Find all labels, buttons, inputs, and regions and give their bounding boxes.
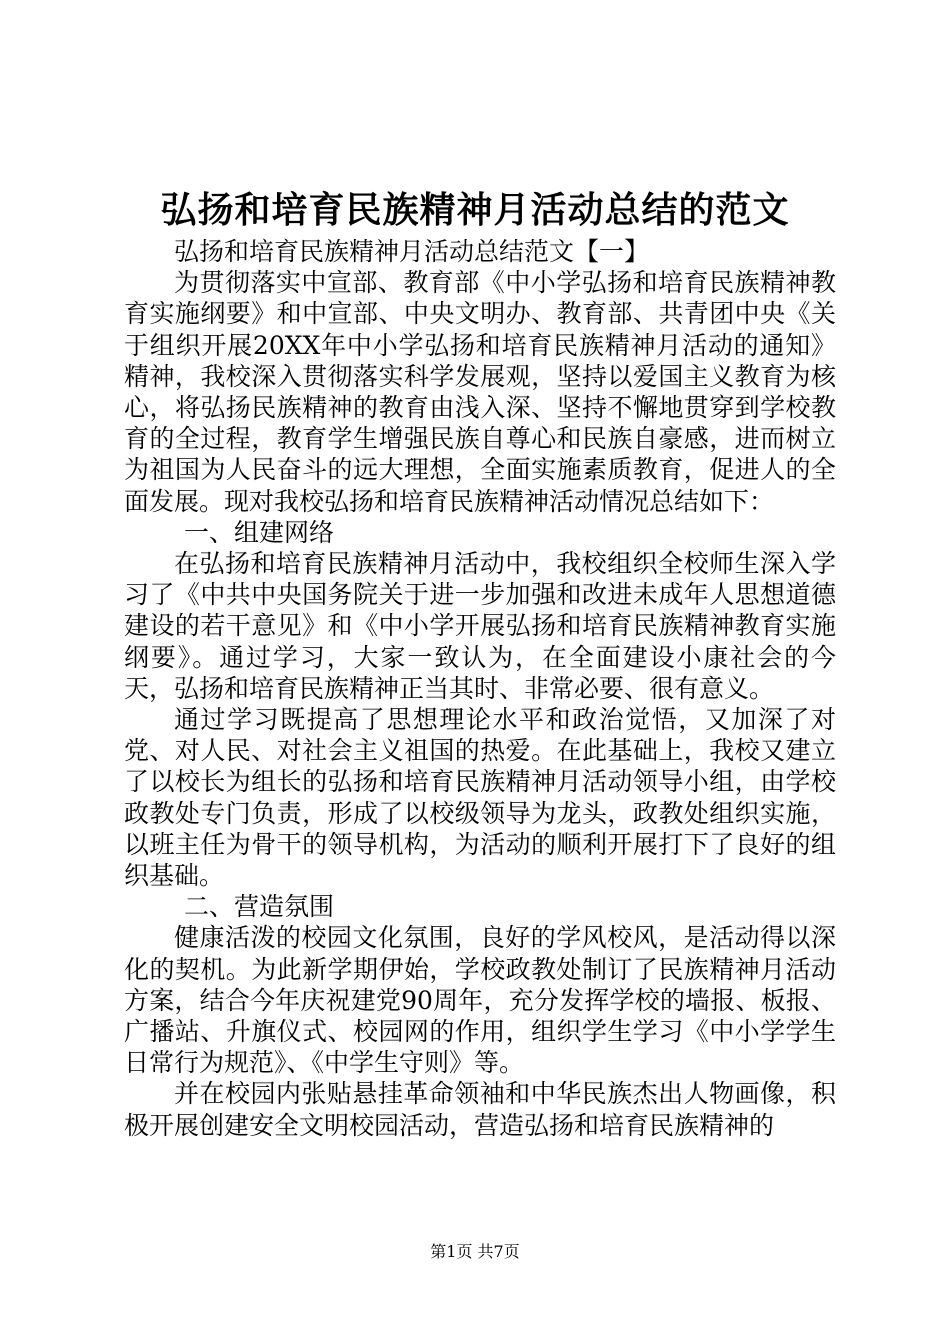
paragraph-network-1: 在弘扬和培育民族精神月活动中，我校组织全校师生深入学习了《中共中央国务院关于进一步加强和改进未成年人思想道德建设的若干意见》和《中小学开展弘扬和培育民族精神教育实施纲要》。通过学习，大家一致认为，在全面建设小康社会的今天，弘扬和培育民族精神正当其时、非常必要、很有意义。 <box>124 549 836 703</box>
paragraph-network-2: 通过学习既提高了思想理论水平和政治觉悟，又加深了对党、对人民、对社会主义祖国的热爱。在此基础上，我校又建立了以校长为组长的弘扬和培育民族精神月活动领导小组，由学校政教处专门负责，形成了以校级领导为龙头，政教处组织实施，以班主任为骨干的领导机构，为活动的顺利开展打下了良好的组织基础。 <box>124 705 836 891</box>
document-body <box>124 236 836 1141</box>
section-heading-1: 一、组建网络 <box>184 517 335 547</box>
paragraph-atmosphere-2: 并在校园内张贴悬挂革命领袖和中华民族杰出人物画像，积极开展创建安全文明校园活动，营造弘扬和培育民族精神的 <box>124 1079 836 1140</box>
paragraph-atmosphere-1: 健康活泼的校园文化氛围，良好的学风校风，是活动得以深化的契机。为此新学期伊始，学校政教处制订了民族精神月活动方案，结合今年庆祝建党90周年，充分发挥学校的墙报、板报、广播站、升旗仪式、校园网的作用，组织学生学习《中小学学生日常行为规范》、《中学生守则》等。 <box>124 923 836 1078</box>
paragraph-intro: 为贯彻落实中宣部、教育部《中小学弘扬和培育民族精神教育实施纲要》和中宣部、中央文明办、教育部、共青团中央《关于组织开展20XX年中小学弘扬和培育民族精神月活动的通知》精神，我校深入贯彻落实科学发展观，坚持以爱国主义教育为核心，将弘扬民族精神的教育由浅入深、坚持不懈地贯穿到学校教育的全过程，教育学生增强民族自尊心和民族自豪感，进而树立为祖国为人民奋斗的远大理想，全面实施素质教育，促进人的全面发展。现对我校弘扬和培育民族精神活动情况总结如下： <box>124 268 836 516</box>
page-number-footer: 第1页 共7页 <box>430 1242 520 1261</box>
section-heading-2: 二、营造氛围 <box>184 892 335 922</box>
document-title: 弘扬和培育民族精神月活动总结的范文 <box>160 189 790 231</box>
section-subtitle: 弘扬和培育民族精神月活动总结范文【一】 <box>174 237 650 266</box>
